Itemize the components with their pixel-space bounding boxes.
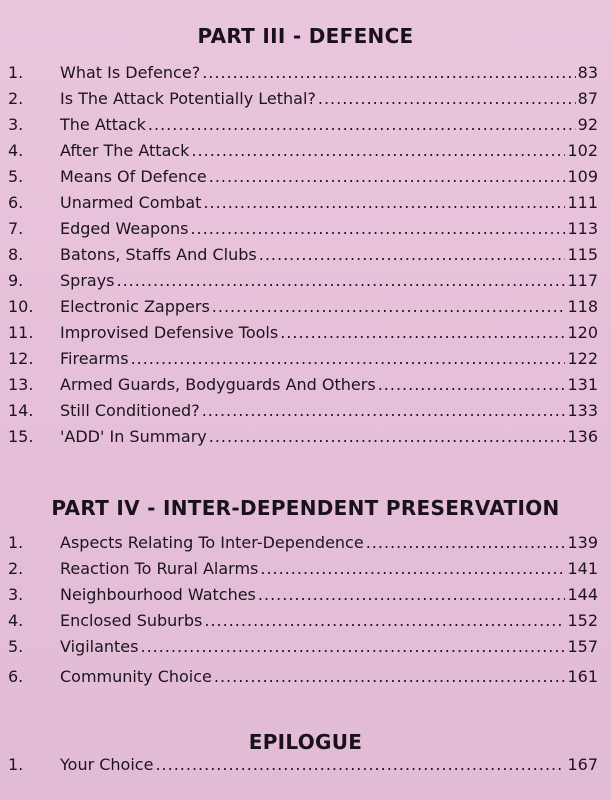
entry-page-number: 102 [567,141,598,160]
entry-number: 6. [8,193,24,212]
entry-number: 12. [8,349,34,368]
entry-title: Improvised Defensive Tools [60,323,279,342]
toc-entry[interactable] [8,608,598,634]
toc-entry[interactable] [8,424,598,450]
toc-entry[interactable] [8,346,598,372]
toc-entry[interactable] [8,60,598,86]
entry-page-number: 167 [567,755,598,774]
section-title-part-3: PART III - DEFENCE [197,24,414,48]
entry-page-number: 120 [567,323,598,342]
entry-number: 8. [8,245,24,264]
entry-title: Is The Attack Potentially Lethal? [60,89,316,108]
dot-leader [209,424,566,450]
entry-number: 2. [8,559,24,578]
toc-entry[interactable] [8,294,598,320]
entry-number: 14. [8,401,34,420]
toc-entry[interactable] [8,190,598,216]
entry-number: 11. [8,323,34,342]
toc-entry[interactable] [8,268,598,294]
entry-page-number: 118 [567,297,598,316]
entry-page-number: 161 [567,667,598,686]
toc-entry[interactable] [8,112,598,138]
entry-title: Firearms [60,349,129,368]
entry-page-number: 92 [577,115,598,134]
entry-page-number: 152 [567,611,598,630]
dot-leader [204,608,565,634]
entry-page-number: 131 [567,375,598,394]
entry-number: 4. [8,611,24,630]
entry-title: Neighbourhood Watches [60,585,256,604]
toc-entry[interactable] [8,216,598,242]
entry-page-number: 157 [567,637,598,656]
entry-number: 1. [8,755,24,774]
entry-title: Your Choice [60,755,154,774]
entry-page-number: 113 [567,219,598,238]
entry-number: 1. [8,63,24,82]
entry-number: 9. [8,271,24,290]
entry-page-number: 83 [577,63,598,82]
entry-title: Means Of Defence [60,167,207,186]
entry-page-number: 122 [567,349,598,368]
entry-title: Vigilantes [60,637,139,656]
entry-title: Unarmed Combat [60,193,202,212]
dot-leader [212,294,566,320]
toc-entry[interactable] [8,664,598,690]
entry-number: 13. [8,375,34,394]
entry-page-number: 141 [567,559,598,578]
entry-title: What Is Defence? [60,63,201,82]
dot-leader [318,86,576,112]
entry-page-number: 133 [567,401,598,420]
dot-leader [258,582,566,608]
entry-title: 'ADD' In Summary [60,427,207,446]
entry-title: The Attack [60,115,146,134]
entry-title: Aspects Relating To Inter-Dependence [60,533,364,552]
dot-leader [259,242,566,268]
entry-title: Still Conditioned? [60,401,200,420]
entry-number: 4. [8,141,24,160]
entry-title: Sprays [60,271,115,290]
entry-page-number: 115 [567,245,598,264]
dot-leader [202,60,575,86]
dot-leader [190,216,565,242]
dot-leader [260,556,565,582]
entry-page-number: 111 [567,193,598,212]
toc-entry[interactable] [8,398,598,424]
dot-leader [140,634,565,660]
dot-leader [131,346,566,372]
entry-number: 5. [8,637,24,656]
entry-title: Batons, Staffs And Clubs [60,245,257,264]
entry-page-number: 87 [577,89,598,108]
dot-leader [203,190,565,216]
dot-leader [191,138,565,164]
section-title-epilogue: EPILOGUE [248,730,363,754]
entry-number: 2. [8,89,24,108]
toc-entry[interactable] [8,164,598,190]
section-title-part-4: PART IV - INTER-DEPENDENT PRESERVATION [51,496,560,520]
entry-title: After The Attack [60,141,190,160]
dot-leader [209,164,566,190]
dot-leader [366,530,566,556]
entry-number: 3. [8,115,24,134]
dot-leader [280,320,565,346]
dot-leader [117,268,566,294]
entry-page-number: 109 [567,167,598,186]
entry-page-number: 136 [567,427,598,446]
entry-title: Community Choice [60,667,212,686]
entry-page-number: 139 [567,533,598,552]
toc-entry[interactable] [8,86,598,112]
entry-title: Armed Guards, Bodyguards And Others [60,375,376,394]
entry-number: 7. [8,219,24,238]
entry-page-number: 117 [567,271,598,290]
entry-number: 1. [8,533,24,552]
toc-entry[interactable] [8,530,598,556]
toc-entry[interactable] [8,242,598,268]
entry-title: Reaction To Rural Alarms [60,559,259,578]
toc-entry[interactable] [8,582,598,608]
entry-title: Enclosed Suburbs [60,611,203,630]
toc-entry[interactable] [8,634,598,660]
toc-entry[interactable] [8,556,598,582]
dot-leader [214,664,566,690]
dot-leader [202,398,566,424]
entry-number: 3. [8,585,24,604]
entry-number: 5. [8,167,24,186]
entry-title: Electronic Zappers [60,297,210,316]
dot-leader [148,112,576,138]
toc-entry[interactable] [8,372,598,398]
entry-page-number: 144 [567,585,598,604]
entry-number: 15. [8,427,34,446]
dot-leader [378,372,566,398]
entry-number: 6. [8,667,24,686]
toc-entry[interactable] [8,138,598,164]
entry-title: Edged Weapons [60,219,189,238]
toc-entry[interactable] [8,320,598,346]
toc-entry[interactable] [8,752,598,778]
entry-number: 10. [8,297,34,316]
dot-leader [155,752,565,778]
